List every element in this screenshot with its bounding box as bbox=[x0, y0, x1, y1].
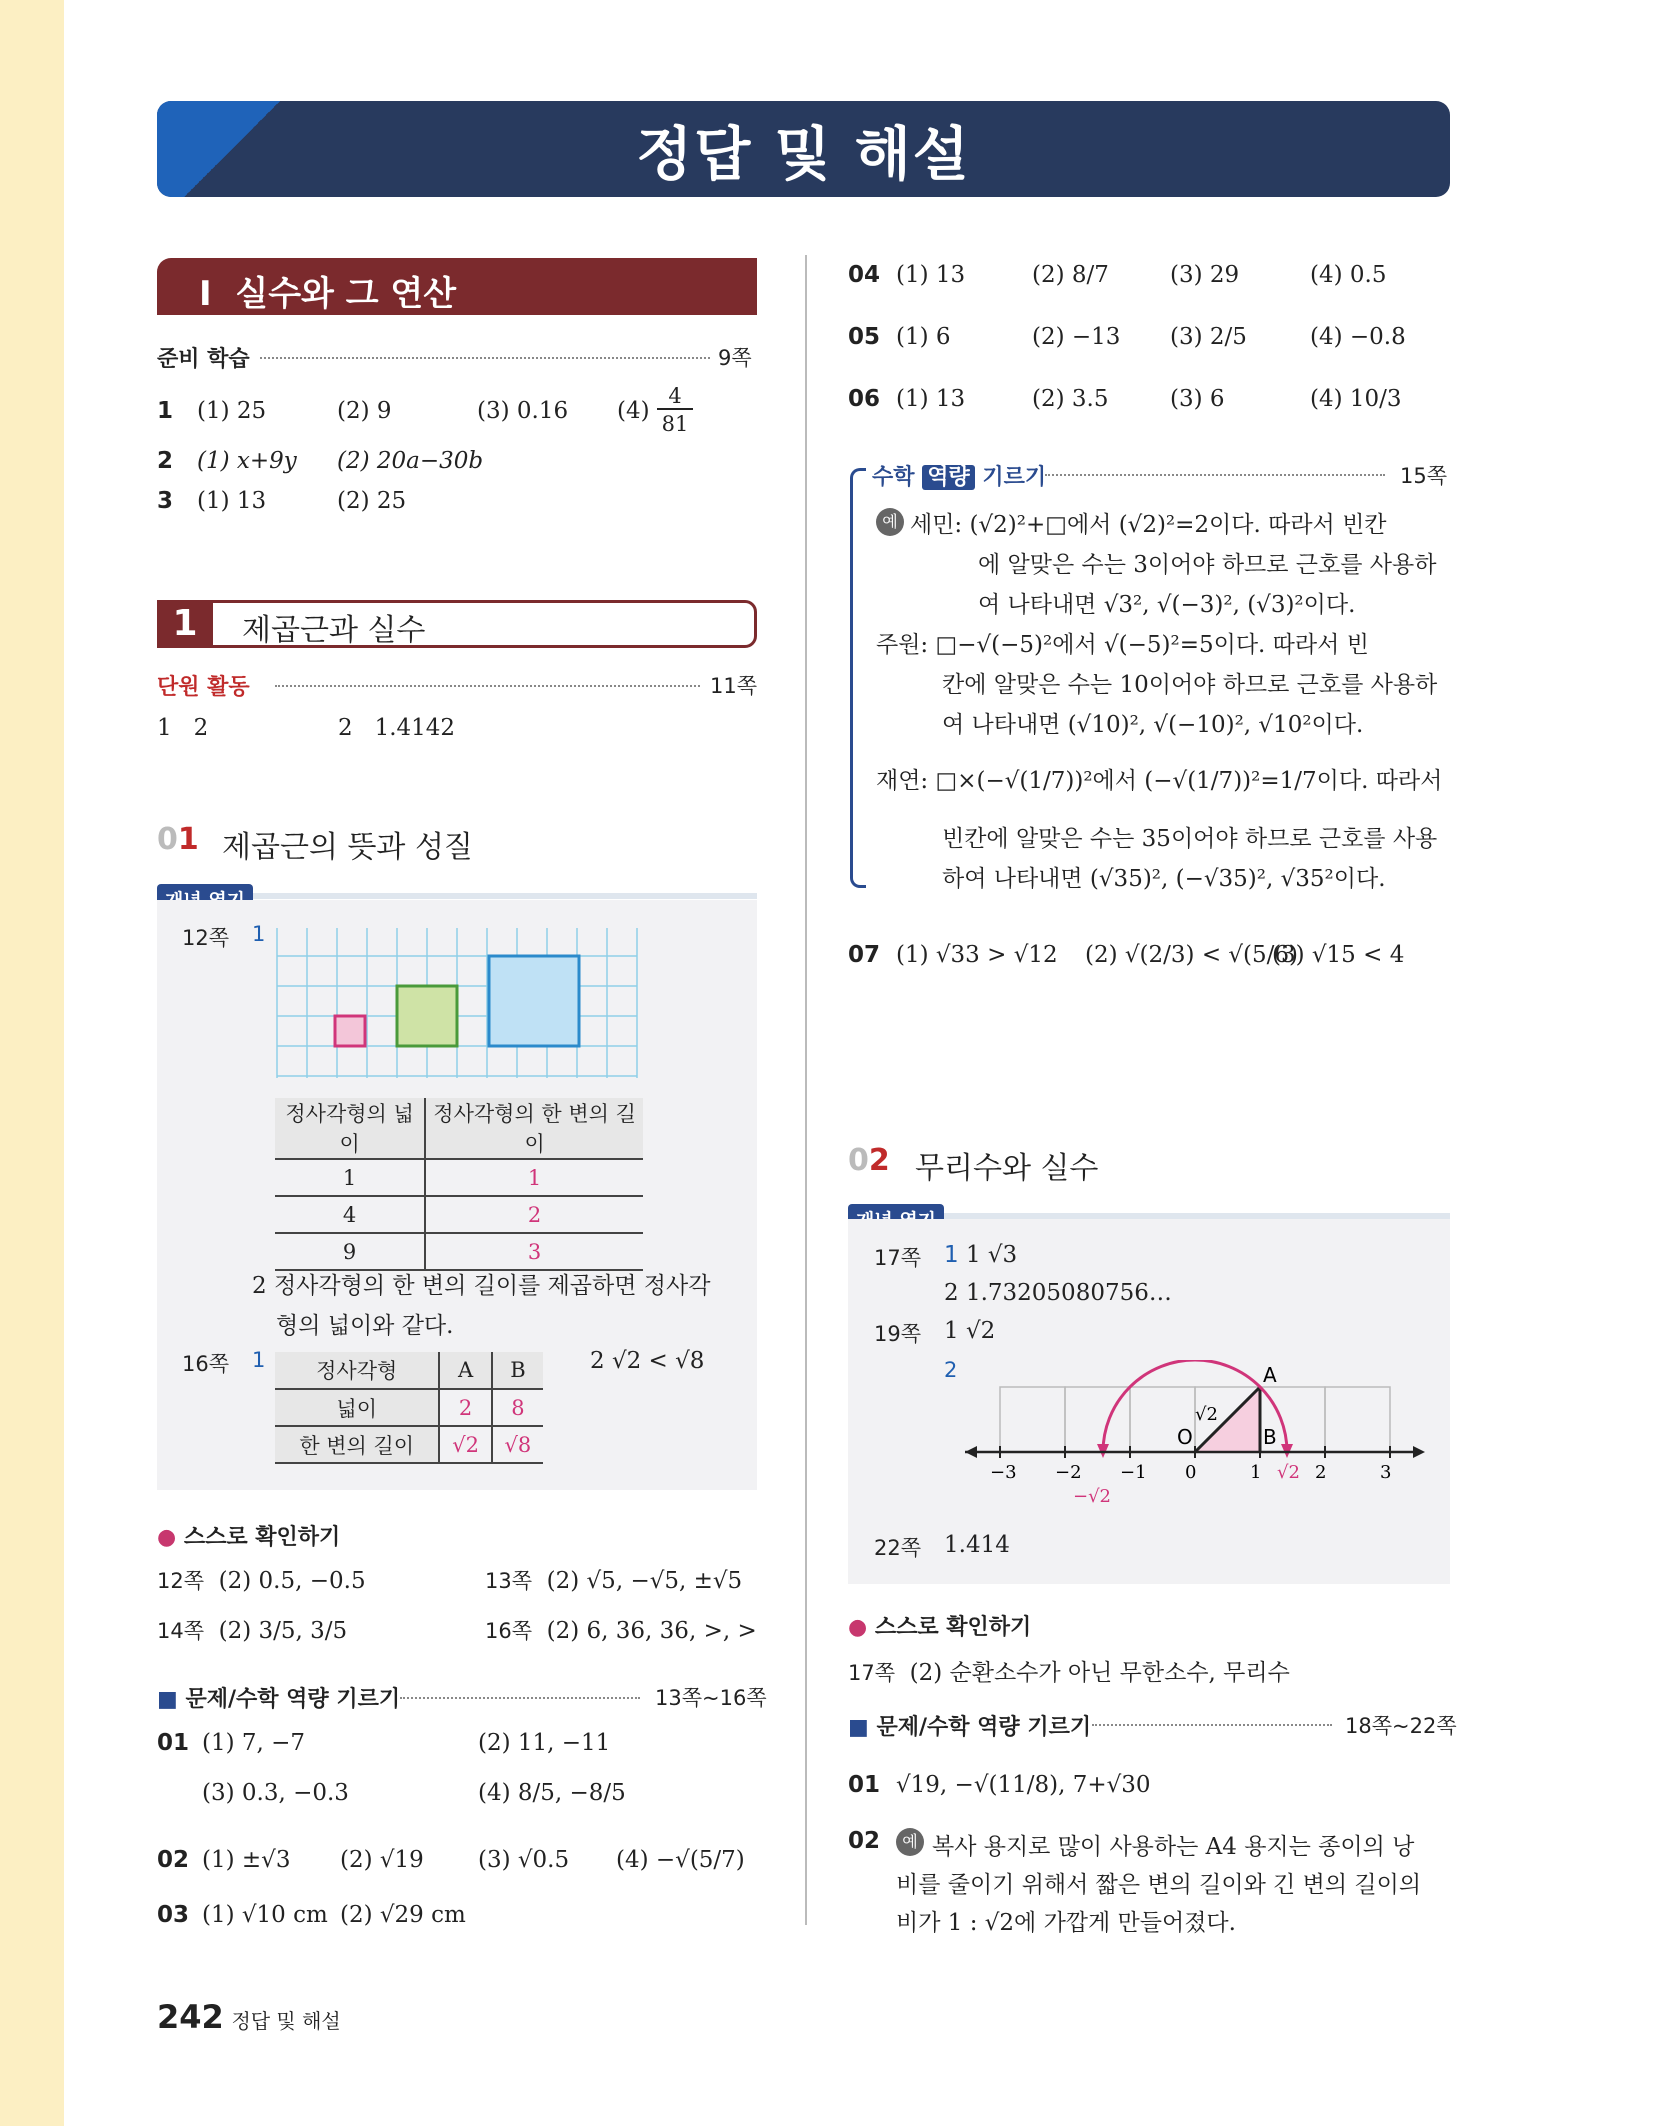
sec2-a17-1: 1 1 √3 bbox=[944, 1242, 1018, 1268]
unit-title: 제곱근과 실수 bbox=[242, 613, 426, 648]
competency-line-2: 에 알맞은 수는 3이어야 하므로 근호를 사용하 bbox=[978, 552, 1437, 578]
sec2-a19-2: 2 bbox=[944, 1358, 958, 1382]
label-O: O bbox=[1177, 1425, 1193, 1449]
p1-q02-a3: (3) √0.5 bbox=[478, 1847, 570, 1873]
prep-row-1: 1 (1) 25 (2) 9 (3) 0.16 (4) 4 81 bbox=[157, 398, 173, 424]
sec1-title: 제곱근의 뜻과 성질 bbox=[222, 830, 473, 865]
q05-a2: (2) −13 bbox=[1032, 324, 1121, 350]
page-footer bbox=[157, 1998, 341, 2036]
sec1-ans2-line2: 형의 넓이와 같다. bbox=[276, 1313, 454, 1339]
tick-label: −2 bbox=[1055, 1462, 1082, 1483]
p2-q02-num: 02 bbox=[848, 1828, 881, 1854]
p1-q01-a2: (2) 11, −11 bbox=[478, 1730, 611, 1756]
sec1-number: 01 bbox=[157, 822, 199, 857]
sec2-p22: 22쪽 bbox=[874, 1536, 922, 1560]
chapter-roman: Ⅰ bbox=[199, 274, 212, 314]
prep-row-3: 3 (1) 13 (2) 25 bbox=[157, 488, 407, 514]
competency-page: 15쪽 bbox=[1400, 464, 1448, 488]
p1-q02-a4: (4) −√(5/7) bbox=[616, 1847, 745, 1873]
footer-label: 정답 및 해설 bbox=[231, 2009, 341, 2033]
p2-q02-line-1: 복사 용지로 많이 사용하는 A4 용지는 종이의 낭 bbox=[932, 1834, 1415, 1860]
q07-a2: (2) √(2/3) < √(5/6) bbox=[1085, 942, 1299, 968]
self-check2-item: 17쪽 (2) 순환소수가 아닌 무한소수, 무리수 bbox=[848, 1660, 1290, 1686]
competency-example-badge: 예 bbox=[876, 508, 904, 536]
competency-line-7: 재연: □×(−√(1/7))²에서 (−√(1/7))²=1/7이다. 따라서 bbox=[876, 768, 1443, 794]
q05-a1: (1) 6 bbox=[896, 324, 951, 350]
sec1-ans2-line1: 2 정사각형의 한 변의 길이를 제곱하면 정사각 bbox=[252, 1273, 711, 1299]
q07-a3: (3) √15 < 4 bbox=[1272, 942, 1405, 968]
sec1-p16: 16쪽 bbox=[182, 1352, 230, 1376]
self-check1-item-4: 16쪽 (2) 6, 36, 36, >, > bbox=[485, 1618, 757, 1644]
sec2-title: 무리수와 실수 bbox=[915, 1151, 1099, 1186]
tick-label: 2 bbox=[1315, 1462, 1327, 1483]
self-check1-item-2: 13쪽 (2) √5, −√5, ±√5 bbox=[485, 1568, 743, 1594]
competency-line-1: 세민: (√2)²+□에서 (√2)²=2이다. 따라서 빈칸 bbox=[910, 512, 1387, 538]
q06-a1: (1) 13 bbox=[896, 386, 966, 412]
tick-label: −1 bbox=[1120, 1462, 1147, 1483]
q05-a4: (4) −0.8 bbox=[1310, 324, 1406, 350]
self-check2-title: ● 스스로 확인하기 bbox=[848, 1615, 1032, 1640]
unit-number: 1 bbox=[157, 600, 213, 648]
square-area-9 bbox=[489, 956, 579, 1046]
q04-num: 04 bbox=[848, 262, 881, 288]
sec2-a22: 1.414 bbox=[944, 1532, 1010, 1558]
sec2-a19-1: 1 √2 bbox=[944, 1318, 996, 1344]
prep-row-2: 2 (1) x+9y (2) 20a−30b bbox=[157, 448, 484, 474]
q07-num: 07 bbox=[848, 942, 881, 968]
prep-title: 준비 학습 bbox=[157, 347, 250, 372]
p1-q01-num: 01 bbox=[157, 1730, 190, 1756]
q07-a1: (1) √33 > √12 bbox=[896, 942, 1058, 968]
label-A: A bbox=[1263, 1363, 1277, 1387]
chapter-header bbox=[157, 258, 757, 315]
p1-q02-a1: (1) ±√3 bbox=[202, 1847, 291, 1873]
q06-a3: (3) 6 bbox=[1170, 386, 1225, 412]
sec1-p12: 12쪽 bbox=[182, 926, 230, 950]
sec1-n1: 1 bbox=[252, 922, 266, 946]
competency-line-8: 빈칸에 알맞은 수는 35이어야 하므로 근호를 사용 bbox=[942, 826, 1438, 852]
p2-q02-line-2: 비를 줄이기 위해서 짧은 변의 길이와 긴 변의 길이의 bbox=[896, 1872, 1422, 1898]
problems2-title: ■ 문제/수학 역량 기르기 bbox=[848, 1715, 1092, 1740]
sec2-number: 02 bbox=[848, 1143, 890, 1178]
problems1-title: ■ 문제/수학 역량 기르기 bbox=[157, 1687, 401, 1712]
self-check1-item-3: 14쪽 (2) 3/5, 3/5 bbox=[157, 1618, 348, 1644]
page-banner bbox=[157, 101, 1450, 197]
unit-activity-ans1: 1 2 bbox=[157, 715, 209, 741]
p1-q01-a1: (1) 7, −7 bbox=[202, 1730, 306, 1756]
competency-line-5: 칸에 알맞은 수는 10이어야 하므로 근호를 사용하 bbox=[942, 672, 1438, 698]
p2-q01-num: 01 bbox=[848, 1772, 881, 1798]
label-sqrt2-point: √2 bbox=[1277, 1462, 1300, 1483]
q04-a2: (2) 8/7 bbox=[1032, 262, 1109, 288]
sec2-a17-2: 2 1.73205080756… bbox=[944, 1280, 1172, 1306]
p1-q02-a2: (2) √19 bbox=[340, 1847, 424, 1873]
p2-q01-a: √19, −√(11/8), 7+√30 bbox=[896, 1772, 1151, 1798]
q04-a3: (3) 29 bbox=[1170, 262, 1240, 288]
p1-q03-a2: (2) √29 cm bbox=[340, 1902, 466, 1928]
p1-q01-a3: (3) 0.3, −0.3 bbox=[202, 1780, 349, 1806]
competency-line-9: 하여 나타내면 (√35)², (−√35)², √35²이다. bbox=[942, 866, 1386, 892]
competency-bracket bbox=[850, 468, 866, 888]
q04-a1: (1) 13 bbox=[896, 262, 966, 288]
banner-title: 정답 및 해설 bbox=[636, 120, 971, 188]
column-divider bbox=[805, 255, 807, 1925]
area-side-table: 정사각형의 넓이 정사각형의 한 변의 길이 1 1 4 2 9 3 bbox=[275, 1098, 643, 1271]
label-B: B bbox=[1263, 1425, 1277, 1449]
label-sqrt2-diagonal: √2 bbox=[1195, 1404, 1218, 1425]
left-margin-stripe bbox=[0, 0, 64, 2126]
unit-activity-page: 11쪽 bbox=[710, 674, 758, 698]
p1-q02-num: 02 bbox=[157, 1847, 190, 1873]
prep-page: 9쪽 bbox=[718, 346, 752, 370]
chapter-title: 실수와 그 연산 bbox=[235, 274, 457, 314]
unit-activity-ans2: 2 1.4142 bbox=[338, 715, 456, 741]
q06-num: 06 bbox=[848, 386, 881, 412]
problems1-page: 13쪽~16쪽 bbox=[655, 1686, 767, 1710]
p1-q01-a4: (4) 8/5, −8/5 bbox=[478, 1780, 626, 1806]
p2-q02-example-badge: 예 bbox=[896, 1828, 924, 1856]
competency-line-3: 여 나타내면 √3², √(−3)², (√3)²이다. bbox=[978, 592, 1356, 618]
page-number: 242 bbox=[157, 1998, 224, 2036]
q06-a4: (4) 10/3 bbox=[1310, 386, 1402, 412]
unit-activity-title: 단원 활동 bbox=[157, 675, 250, 700]
unit-header bbox=[157, 600, 757, 648]
number-line-figure bbox=[965, 1360, 1430, 1520]
tick-label: 3 bbox=[1380, 1462, 1392, 1483]
tick-label: 1 bbox=[1250, 1462, 1262, 1483]
q06-a2: (2) 3.5 bbox=[1032, 386, 1109, 412]
label-neg-sqrt2-point: −√2 bbox=[1073, 1486, 1112, 1507]
sec1-p16-n1: 1 bbox=[252, 1348, 266, 1372]
square-ab-table: 정사각형 A B 넓이 2 8 한 변의 길이 √2 √8 bbox=[275, 1352, 543, 1464]
p2-q02-line-3: 비가 1 : √2에 가깝게 만들어졌다. bbox=[896, 1910, 1236, 1936]
tick-label: 0 bbox=[1185, 1462, 1197, 1483]
grid-squares-figure bbox=[275, 928, 643, 1080]
competency-line-4: 주원: □−√(−5)²에서 √(−5)²=5이다. 따라서 빈 bbox=[876, 632, 1369, 658]
self-check1-item-1: 12쪽 (2) 0.5, −0.5 bbox=[157, 1568, 366, 1594]
self-check1-title: ● 스스로 확인하기 bbox=[157, 1525, 341, 1550]
competency-title: 수학 역량 기르기 bbox=[872, 465, 1047, 490]
sec2-p19: 19쪽 bbox=[874, 1322, 922, 1346]
problems2-page: 18쪽~22쪽 bbox=[1345, 1714, 1457, 1738]
competency-line-6: 여 나타내면 (√10)², √(−10)², √10²이다. bbox=[942, 712, 1364, 738]
sec1-p16-ans2: 2 √2 < √8 bbox=[590, 1348, 705, 1374]
p1-q03-a1: (1) √10 cm bbox=[202, 1902, 328, 1928]
square-area-4 bbox=[397, 986, 457, 1046]
square-area-1 bbox=[335, 1016, 365, 1046]
q05-a3: (3) 2/5 bbox=[1170, 324, 1247, 350]
tick-label: −3 bbox=[990, 1462, 1017, 1483]
p1-q03-num: 03 bbox=[157, 1902, 190, 1928]
sec2-p17: 17쪽 bbox=[874, 1246, 922, 1270]
q04-a4: (4) 0.5 bbox=[1310, 262, 1387, 288]
q05-num: 05 bbox=[848, 324, 881, 350]
